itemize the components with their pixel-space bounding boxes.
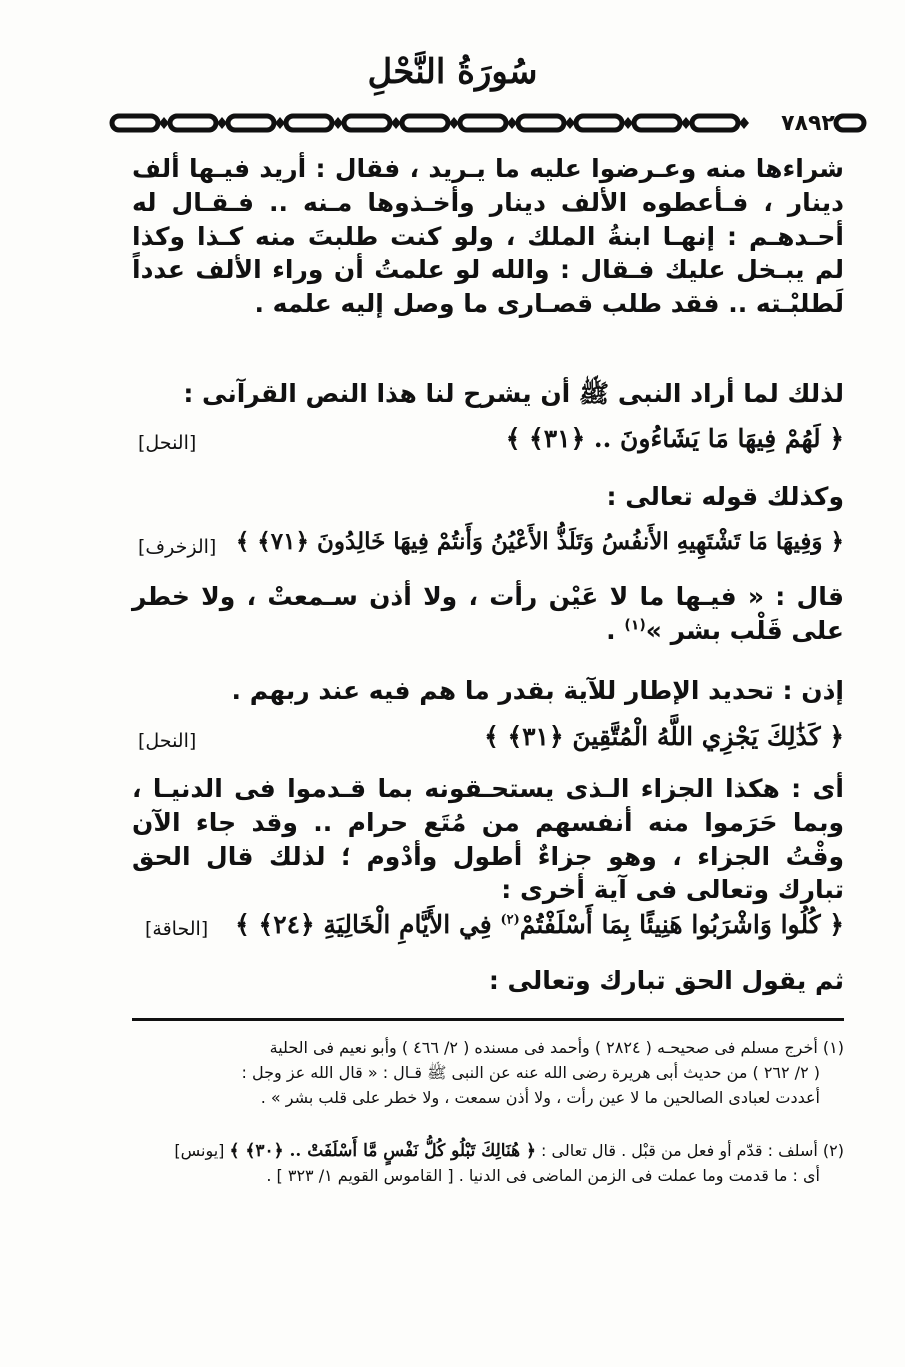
footnote-marker-1: (١)	[624, 617, 646, 634]
verse-4-reference: [الحاقة]	[145, 918, 209, 940]
footnote-2-line-1-wrap	[132, 1138, 844, 1164]
paragraph-continuation: شراءها منه وعـرضوا عليه ما يـريد ، فقال : أريد فيـها ألف دينار ، فـأعطوه الألف دينار وأخـذوها مـنه .. فـقـال له أحـدهـم : إنهـا ابنةُ الملك ، ولو كنت طلبتَ منه كـذا وكذا لم يبـخل عليك فـقال : والله لو علمتُ أن وراء الألف عدداً لَطلبْـته .. فقد طلب قصـارى ما وصل إليه علمه .	[132, 154, 844, 318]
verse-3-reference: [النحل]	[138, 730, 197, 752]
chain-diamond	[681, 117, 691, 129]
chain-link	[228, 116, 274, 130]
footnote-2-line-2: أى : ما قدمت وما عملت فى الزمن الماضى فى الدنيا . [ القاموس القويم ١/ ٣٢٣ ] .	[266, 1166, 820, 1186]
chain-link	[286, 116, 332, 130]
hadith-quote	[132, 580, 844, 648]
verse-2: ﴿ وَفِيهَا مَا تَشْتَهِيهِ الأَنفُسُ وَتَلَذُّ الأَعْيُنُ وَأَنتُمْ فِيهَا خَالِدُونَ ﴿٧١﴾ ﴾	[235, 528, 844, 555]
verse-1: ﴿ لَهُمْ فِيهَا مَا يَشَاءُونَ .. ﴿٣١﴾ ﴾	[505, 424, 844, 453]
footnote-1-line-2: ( ٢/ ٢٦٢ ) من حديث أبى هريرة رضى الله عنه عن النبى ﷺ قـال : « قال الله عز وجل :	[241, 1062, 820, 1082]
verse-3: ﴿ كَذَٰلِكَ يَجْزِي اللَّهُ الْمُتَّقِينَ ﴿٣١﴾ ﴾	[484, 722, 844, 751]
chain-diamond	[333, 117, 343, 129]
chain-link	[518, 116, 564, 130]
intro-line-1: لذلك لما أراد النبى ﷺ أن يشرح لنا هذا النص القرآنى :	[183, 379, 844, 408]
footnote-2-verse: ﴿ هُنَالِكَ تَبْلُو كُلُّ نَفْسٍ مَّا أَسْلَفَتْ .. ﴿٣٠﴾ ﴾	[229, 1141, 536, 1161]
closing-line: ثم يقول الحق تبارك وتعالى :	[488, 966, 844, 995]
chain-diamond	[159, 117, 169, 129]
footnote-1-line-1: (١) أخرج مسلم فى صحيحـه ( ٢٨٢٤ ) وأحمد فى مسنده ( ٢/ ٤٦٦ ) وأبو نعيم فى الحلية	[269, 1038, 844, 1057]
paragraph-explanation: أى : هكذا الجزاء الـذى يستحـقونه بما قـدموا فى الدنيـا ، وبما حَرَموا منه أنفسهم من مُتَع حرام .. وقد جاء الآن وقْتُ الجزاء ، وهو جزاءٌ أطول وأدْوم ؛ لذلك قال الحق تبارك وتعالى فى آية أخرى :	[132, 774, 844, 905]
hadith-text: قال : « فيـها ما لا عَيْن رأت ، ولا أذن سـمعتْ ، ولا خطر على قَلْب بشر »	[132, 582, 844, 645]
verse-2-reference: [الزخرف]	[138, 536, 217, 558]
chain-diamond	[623, 117, 633, 129]
verse-4	[235, 910, 844, 939]
chain-link	[170, 116, 216, 130]
chain-link	[112, 116, 158, 130]
ornamental-chain-divider	[108, 106, 868, 140]
chain-link	[402, 116, 448, 130]
page-number: ٧٨٩٢	[781, 111, 835, 136]
footnote-separator	[132, 1018, 844, 1021]
chain-diamond	[507, 117, 517, 129]
surah-title: سُورَةُ النَّحْلِ	[367, 52, 538, 92]
verse-4-part-2: فِي الأَيَّامِ الْخَالِيَةِ ﴿٢٤﴾ ﴾	[235, 910, 492, 939]
footnote-marker-2: (٢)	[500, 912, 520, 928]
chain-diamond	[217, 117, 227, 129]
chain-link	[692, 116, 738, 130]
footnote-2-reference: [يونس]	[174, 1141, 225, 1160]
intro-line-3: إذن : تحديد الإطار للآية بقدر ما هم فيه عند ربهم .	[231, 676, 844, 705]
chain-link	[344, 116, 390, 130]
intro-line-2: وكذلك قوله تعالى :	[606, 482, 844, 511]
footnote-2	[132, 1138, 844, 1189]
footnote-2-line-1: (٢) أسلف : قدّم أو فعل من قبْل . قال تعالى :	[541, 1141, 844, 1160]
footnote-1-line-3: أعددت لعبادى الصالحين ما لا عين رأت ، ولا أذن سمعت ، ولا خطر على قلب بشر » .	[260, 1087, 820, 1107]
verse-4-part-1: ﴿ كُلُوا وَاشْرَبُوا هَنِيئًا بِمَا أَسْلَفْتُمْ	[519, 910, 844, 939]
chain-link	[576, 116, 622, 130]
chain-diamond	[565, 117, 575, 129]
chain-link-end	[836, 116, 864, 130]
chain-link	[634, 116, 680, 130]
chain-diamond	[391, 117, 401, 129]
hadith-end: .	[606, 615, 616, 645]
chain-diamond	[275, 117, 285, 129]
verse-1-reference: [النحل]	[138, 432, 197, 454]
chain-link	[460, 116, 506, 130]
footnote-1	[132, 1036, 844, 1110]
chain-diamond	[449, 117, 459, 129]
chain-diamond	[739, 117, 749, 129]
